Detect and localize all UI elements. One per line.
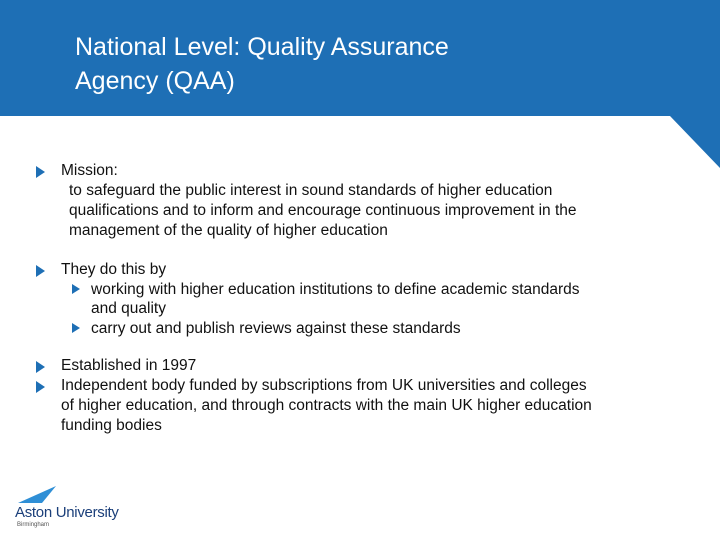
mission-label: Mission: [61, 162, 118, 179]
logo-text: Aston University [15, 504, 119, 521]
working-line-1: working with higher education institutions to define academic standards [91, 281, 580, 298]
mission-line-3: management of the quality of higher education [69, 222, 388, 239]
logo-subtext: Birmingham [17, 522, 50, 528]
independent-line-3: funding bodies [61, 417, 162, 434]
reviews-item: carry out and publish reviews against these standards [91, 320, 461, 337]
independent-line-2: of higher education, and through contracts with the main UK higher education [61, 397, 592, 414]
established-item: Established in 1997 [61, 357, 197, 374]
title-line-1: National Level: Quality Assurance [75, 33, 449, 61]
mission-line-2: qualifications and to inform and encourage continuous improvement in the [69, 202, 577, 219]
bullet-arrow-icon [36, 361, 45, 373]
independent-line-1: Independent body funded by subscriptions from UK universities and colleges [61, 377, 587, 394]
sub-bullet-arrow-icon [72, 284, 80, 294]
they-do-label: They do this by [61, 261, 167, 278]
bullet-arrow-icon [36, 381, 45, 393]
logo-mark-icon [16, 484, 66, 506]
working-line-2: and quality [91, 300, 166, 317]
bullet-arrow-icon [36, 166, 45, 178]
title-line-2: Agency (QAA) [75, 67, 235, 95]
sub-bullet-arrow-icon [72, 323, 80, 333]
aston-university-logo [14, 484, 144, 534]
bullet-arrow-icon [36, 265, 45, 277]
mission-line-1: to safeguard the public interest in sound standards of higher education [69, 182, 553, 199]
